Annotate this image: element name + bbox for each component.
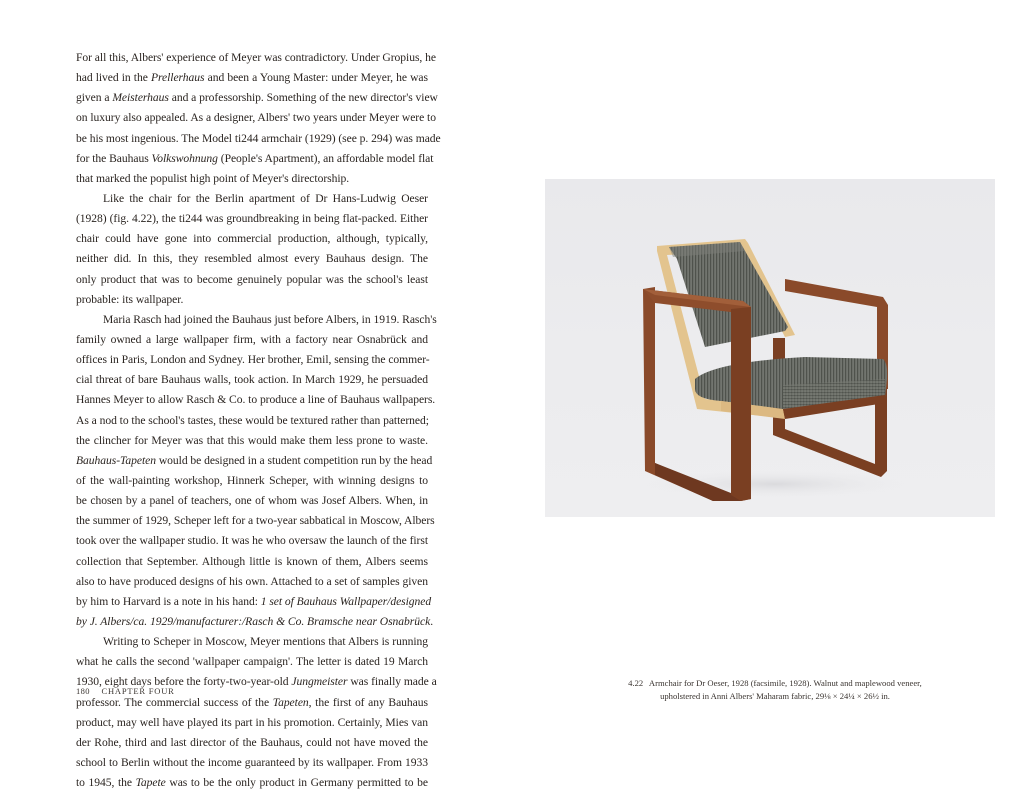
text-segment: , the first of any Bauhaus [308, 695, 428, 709]
text-segment: (People's Apartment), an affordable model flat [217, 151, 434, 165]
text-line [76, 108, 436, 128]
text-line [76, 390, 436, 410]
text-line [76, 632, 428, 652]
italic-text: Jungmeister [291, 675, 348, 689]
text-line [76, 48, 436, 68]
text-segment: that marked the populist high point of Meyer's directorship. [76, 171, 350, 185]
text-segment: school to Berlin without the income guaranteed by its wallpaper. From 1933 [76, 755, 428, 769]
text-segment: Like the chair for the Berlin apartment of Dr Hans-Ludwig Oeser [103, 191, 428, 205]
text-segment: probable: its wallpaper. [76, 292, 184, 306]
text-line [76, 209, 428, 229]
text-line [76, 713, 428, 733]
text-segment: cial threat of bare Bauhaus walls, took action. In March 1929, he persuaded [76, 373, 428, 387]
text-segment: and been a Young Master: under Meyer, he was [204, 71, 428, 85]
text-segment: took over the wallpaper studio. It was he who oversaw the launch of the first [76, 534, 428, 548]
text-line [76, 511, 435, 531]
text-segment: for the Bauhaus [76, 151, 152, 165]
italic-text: Prellerhaus [150, 71, 205, 85]
text-segment: the summer of 1929, Scheper left for a two-year sabbatical in Moscow, Albers [76, 514, 435, 528]
text-line [76, 592, 432, 612]
text-segment: product, may well have played its part in his promotion. Certainly, Mies van [76, 715, 428, 729]
page-number: 180 [76, 686, 90, 696]
text-line [76, 249, 428, 269]
text-line [76, 753, 428, 773]
text-line [76, 370, 428, 390]
italic-text: Volkswohnung [151, 151, 218, 165]
text-line [76, 189, 428, 209]
text-segment: Writing to Scheper in Moscow, Meyer mentions that Albers is running [103, 635, 428, 649]
figure-number: 4.22 [628, 678, 644, 688]
italic-text: by J. Albers/ca. 1929/manufacturer:/Rasch & Co. Bramsche near Osnabrück [76, 614, 431, 628]
text-segment: given a [76, 91, 113, 105]
text-line [76, 310, 437, 330]
text-line [76, 149, 434, 169]
text-segment: collection that September. Although little is known of them, Albers seems [76, 554, 428, 568]
text-segment: to 1945, the [76, 776, 136, 790]
text-segment: As a nod to the school's tastes, these would be textured rather than patterned; [76, 413, 429, 427]
text-segment: Maria Rasch had joined the Bauhaus just before Albers, in 1919. Rasch's [103, 312, 437, 326]
text-segment: be his most ingenious. The Model ti244 armchair (1929) (see p. 294) was made [76, 131, 441, 145]
text-segment: professor. The commercial success of the [76, 695, 273, 709]
text-segment: Hannes Meyer to allow Rasch & Co. to produce a line of Bauhaus wallpapers. [76, 393, 436, 407]
text-segment: of the wall-painting workshop, Hinnerk Scheper, with winning designs to [76, 473, 428, 487]
text-segment: offices in Paris, London and Sydney. Her brother, Emil, sensing the commer- [76, 353, 430, 367]
text-line [76, 431, 428, 451]
text-line [76, 451, 433, 471]
italic-text: Tapete [135, 776, 166, 790]
text-line [76, 169, 428, 189]
italic-text: Bauhaus-Tapeten [76, 453, 156, 467]
figure-caption [600, 677, 950, 703]
text-line [76, 531, 428, 551]
text-line [76, 652, 428, 672]
text-segment: (1928) (fig. 4.22), the ti244 was groundbreaking in being flat-packed. Either [76, 212, 428, 226]
italic-text: Meisterhaus [112, 91, 169, 105]
text-line [76, 733, 428, 753]
chapter-title: CHAPTER FOUR [101, 686, 175, 696]
text-segment: be chosen by a panel of teachers, one of whom was Josef Albers. When, in [76, 494, 428, 508]
text-segment: 1930, eight days before the forty-two-year-old [76, 675, 292, 689]
folio [76, 686, 175, 696]
text-line [76, 491, 428, 511]
italic-text: Tapeten [272, 695, 309, 709]
text-segment: what he calls the second 'wallpaper campaign'. The letter is dated 19 March [76, 655, 428, 669]
armchair-illustration [545, 179, 995, 517]
text-line [76, 229, 428, 249]
caption-line-2: upholstered in Anni Albers' Maharam fabric, 29⅛ × 24¼ × 26½ in. [660, 691, 890, 701]
caption-line-1 [600, 677, 950, 690]
figure-armchair-photo [545, 179, 995, 517]
caption-text-1: Armchair for Dr Oeser, 1928 (facsimile, 1928). Walnut and maplewood veneer, [648, 678, 922, 688]
text-line [76, 471, 428, 491]
text-segment: by him to Harvard is a note in his hand: [76, 594, 261, 608]
text-line [76, 773, 428, 793]
text-segment: For all this, Albers' experience of Meyer was contradictory. Under Gropius, he [76, 51, 436, 64]
text-line [76, 330, 428, 350]
text-segment: was finally made a [347, 675, 437, 689]
body-text [76, 48, 441, 793]
text-segment: der Rohe, third and last director of the Bauhaus, could not have moved the [76, 735, 428, 749]
text-line [76, 552, 428, 572]
text-line [76, 572, 428, 592]
text-segment: was to be the only product in Germany permitted to be [165, 776, 428, 790]
text-segment: had lived in the [76, 71, 151, 85]
text-line [76, 612, 434, 632]
text-segment: neither did. In this, they resembled almost every Bauhaus design. The [76, 252, 428, 266]
text-line [76, 350, 428, 370]
text-line [76, 411, 428, 431]
left-page [76, 48, 441, 793]
text-segment: chair could have gone into commercial production, although, typically, [76, 232, 428, 246]
text-segment: also to have produced designs of his own. Attached to a set of samples given [76, 574, 428, 588]
text-segment: . [430, 614, 434, 628]
text-segment: family owned a large wallpaper firm, with a factory near Osnabrück and [76, 332, 428, 346]
text-segment: only product that was to become genuinely popular was the school's least [76, 272, 428, 286]
text-segment: on luxury also appealed. As a designer, Albers' two years under Meyer were to [76, 111, 436, 125]
text-segment: the clincher for Meyer was that this would make them less prone to waste. [76, 433, 428, 447]
text-line [76, 129, 441, 149]
text-line [76, 88, 438, 108]
text-segment: would be designed in a student competition run by the head [155, 453, 433, 467]
text-segment: and a professorship. Something of the new director's view [168, 91, 438, 105]
text-line [76, 290, 428, 310]
text-line [76, 68, 428, 88]
text-line [76, 270, 428, 290]
italic-text: 1 set of Bauhaus Wallpaper/designed [260, 594, 432, 608]
